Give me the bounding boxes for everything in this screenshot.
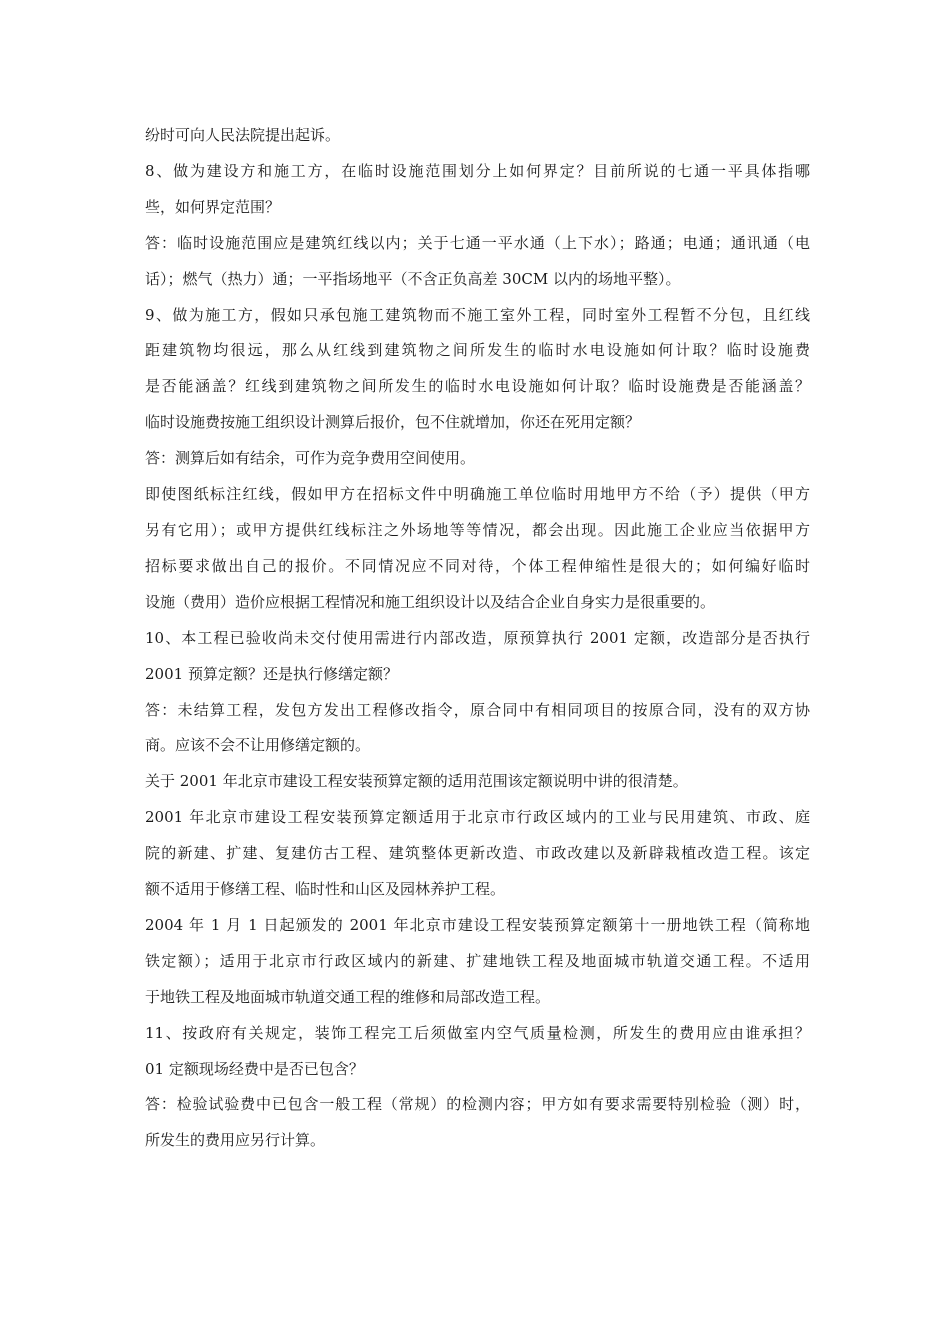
text-line: 纷时可向人民法院提出起诉。 xyxy=(145,126,341,144)
text-line: 些，如何界定范围？ xyxy=(145,197,281,216)
answer-10-scope-intro xyxy=(145,764,810,800)
answer-9 xyxy=(145,441,810,477)
text-line: 距建筑物均很远，那么从红线到建筑物之间所发生的临时水电设施如何计取？临时设施费 xyxy=(145,341,810,360)
question-10 xyxy=(145,621,810,693)
text-line: 8、做为建设方和施工方，在临时设施范围划分上如何界定？目前所说的七通一平具体指哪 xyxy=(145,161,810,180)
text-line: 所发生的费用应另行计算。 xyxy=(145,1131,326,1150)
answer-10-scope-2001 xyxy=(145,800,810,908)
text-line: 招标要求做出自己的报价。不同情况应不同对待，个体工程伸缩性是很大的；如何编好临时 xyxy=(145,556,810,575)
question-9 xyxy=(145,298,810,442)
text-line: 01 定额现场经费中是否已包含？ xyxy=(145,1059,364,1078)
text-line: 临时设施费按施工组织设计测算后报价，包不住就增加，你还在死用定额？ xyxy=(145,413,641,432)
text-line: 商。应该不会不让用修缮定额的。 xyxy=(145,736,371,755)
text-line: 答：临时设施范围应是建筑红线以内；关于七通一平水通（上下水）；路通；电通；通讯通（电 xyxy=(145,233,810,252)
answer-9-detail xyxy=(145,477,810,621)
text-line: 是否能涵盖？红线到建筑物之间所发生的临时水电设施如何计取？临时设施费是否能涵盖？ xyxy=(145,377,810,396)
text-line: 答：检验试验费中已包含一般工程（常规）的检测内容；甲方如有要求需要特别检验（测）时， xyxy=(145,1095,810,1114)
text-line: 于地铁工程及地面城市轨道交通工程的维修和局部改造工程。 xyxy=(145,987,551,1006)
text-line: 即使图纸标注红线，假如甲方在招标文件中明确施工单位临时用地甲方不给（予）提供（甲方 xyxy=(145,485,810,504)
text-line: 铁定额）；适用于北京市行政区域内的新建、扩建地铁工程及地面城市轨道交通工程。不适用 xyxy=(145,951,810,970)
text-line: 另有它用）；或甲方提供红线标注之外场地等等情况，都会出现。因此施工企业应当依据甲方 xyxy=(145,520,810,539)
text-line: 设施（费用）造价应根据工程情况和施工组织设计以及结合企业自身实力是很重要的。 xyxy=(145,592,716,611)
answer-11 xyxy=(145,1087,810,1159)
question-8 xyxy=(145,154,810,226)
answer-8 xyxy=(145,226,810,298)
text-line: 9、做为施工方，假如只承包施工建筑物而不施工室外工程，同时室外工程暂不分包，且红线 xyxy=(145,305,810,324)
document-body xyxy=(145,118,810,1159)
text-line: 2004 年 1 月 1 日起颁发的 2001 年北京市建设工程安装预算定额第十一册地铁工程（简称地 xyxy=(145,915,810,934)
text-line: 答：未结算工程，发包方发出工程修改指令，原合同中有相同项目的按原合同，没有的双方协 xyxy=(145,700,810,719)
text-line: 2001 年北京市建设工程安装预算定额适用于北京市行政区域内的工业与民用建筑、市政、庭 xyxy=(145,808,810,827)
paragraph-dispute-lawsuit xyxy=(145,118,810,154)
question-11 xyxy=(145,1016,810,1088)
text-line: 10、本工程已验收尚未交付使用需进行内部改造，原预算执行 2001 定额，改造部分是否执行 xyxy=(145,628,810,647)
text-line: 话）；燃气（热力）通；一平指场地平（不含正负高差 30CM 以内的场地平整）。 xyxy=(145,269,681,288)
text-line: 院的新建、扩建、复建仿古工程、建筑整体更新改造、市政改建以及新辟栽植改造工程。该定 xyxy=(145,844,810,863)
text-line: 11、按政府有关规定，装饰工程完工后须做室内空气质量检测，所发生的费用应由谁承担？ xyxy=(145,1023,810,1042)
answer-10 xyxy=(145,693,810,765)
text-line: 2001 预算定额？还是执行修缮定额？ xyxy=(145,664,398,683)
text-line: 关于 2001 年北京市建设工程安装预算定额的适用范围该定额说明中讲的很清楚。 xyxy=(145,772,688,791)
text-line: 额不适用于修缮工程、临时性和山区及园林养护工程。 xyxy=(145,880,506,899)
answer-10-scope-subway xyxy=(145,908,810,1016)
text-line: 答：测算后如有结余，可作为竞争费用空间使用。 xyxy=(145,449,476,468)
